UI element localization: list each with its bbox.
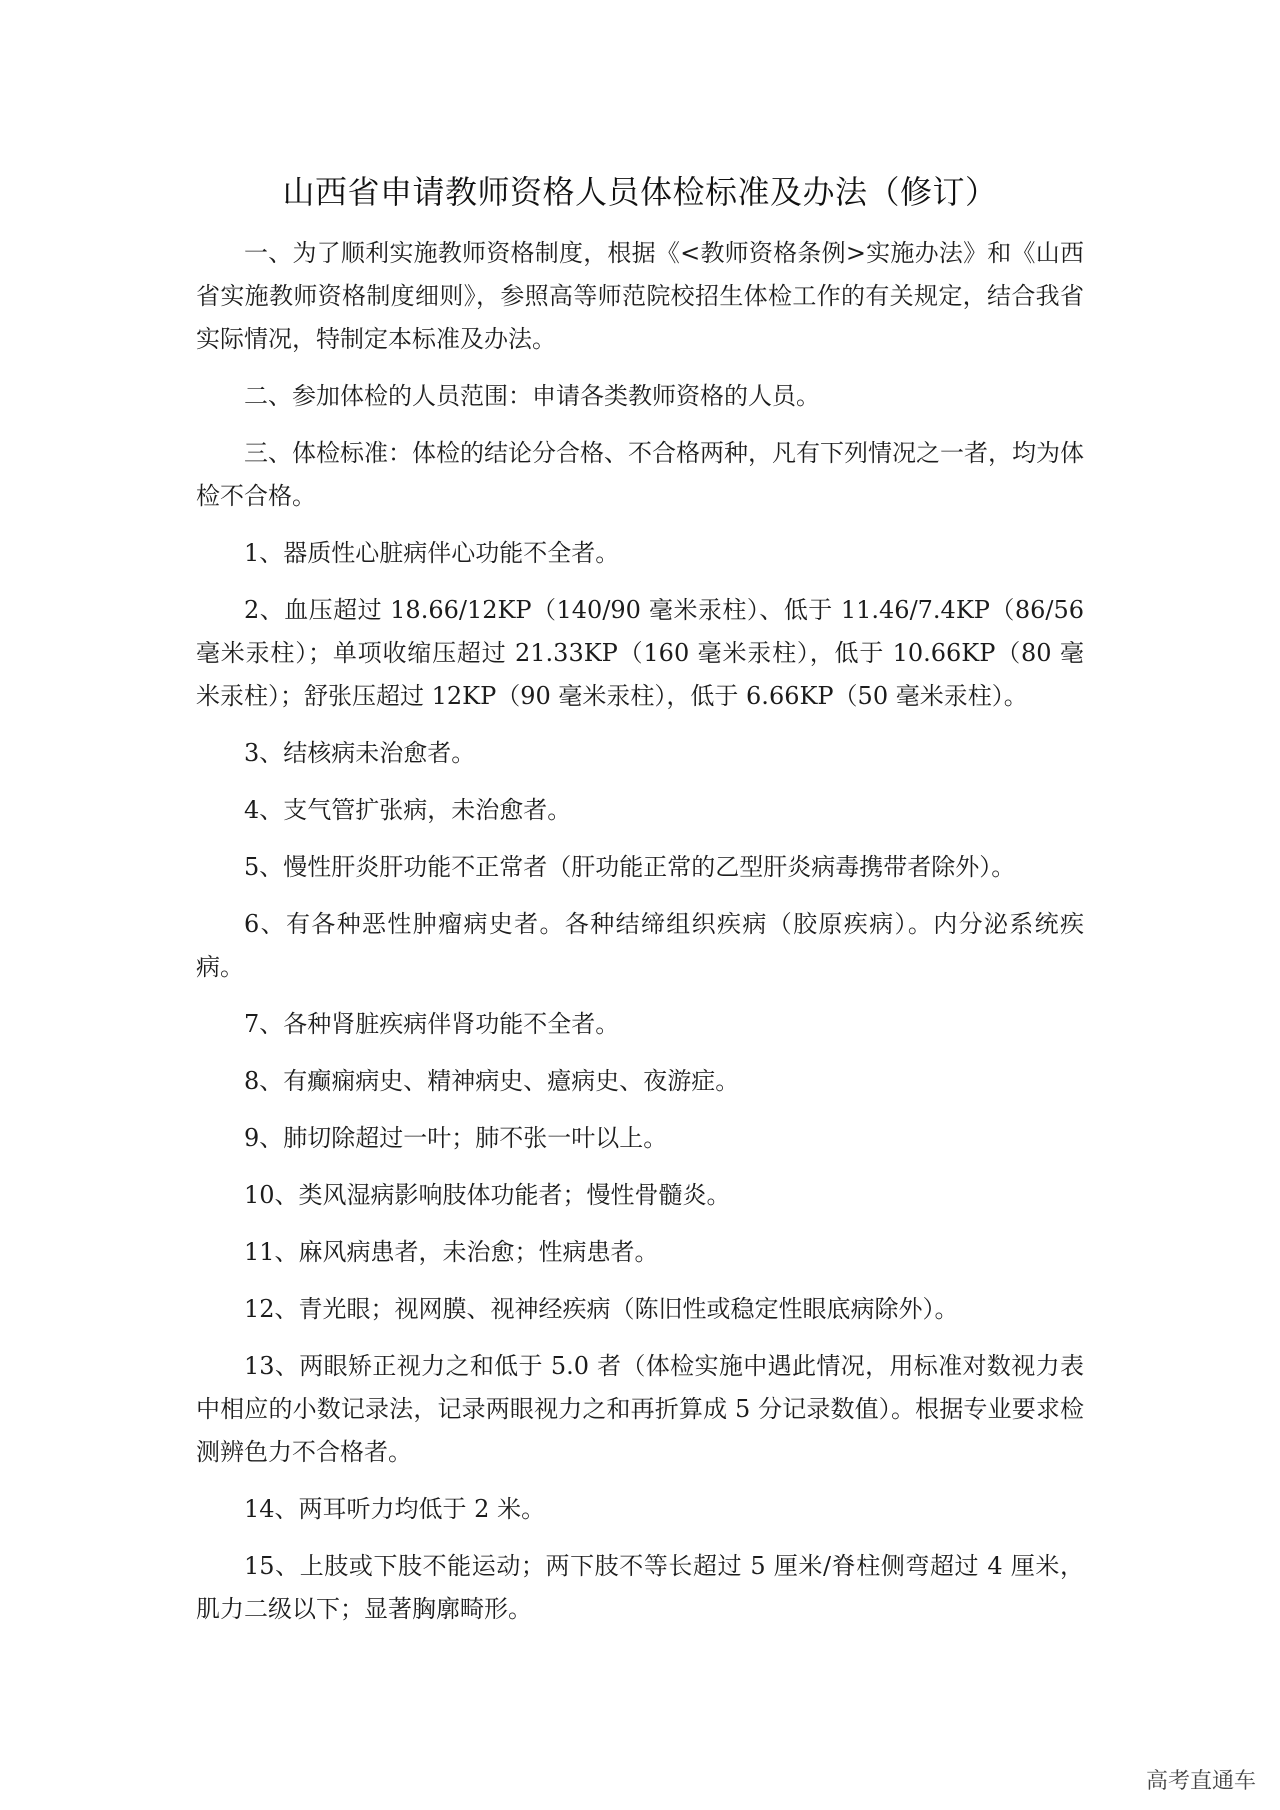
document-body (196, 232, 1084, 1645)
list-item-kidney: 7、各种肾脏疾病伴肾功能不全者。 (244, 1010, 620, 1038)
list-item-tumor: 6、有各种恶性肿瘤病史者。各种结缔组织疾病（胶原疾病）。内分泌系统疾病。 (196, 910, 1084, 981)
paragraph-purpose: 一、为了顺利实施教师资格制度，根据《<教师资格条例>实施办法》和《山西省实施教师资格制度细则》，参照高等师范院校招生体检工作的有关规定，结合我省实际情况，特制定本标准及办法。 (196, 239, 1084, 353)
list-item-leprosy: 11、麻风病患者，未治愈；性病患者。 (244, 1238, 659, 1266)
list-item-bronchiectasis: 4、支气管扩张病，未治愈者。 (244, 796, 572, 824)
list-item-blood-pressure: 2、血压超过 18.66/12KP（140/90 毫米汞柱）、低于 11.46/7.4KP（86/56 毫米汞柱）；单项收缩压超过 21.33KP（160 毫米汞柱），低于 10.66KP（80 毫米汞柱）；舒张压超过 12KP（90 毫米汞柱），低于 6.66KP（50 毫米汞柱）。 (196, 596, 1084, 710)
list-item-rheumatoid: 10、类风湿病影响肢体功能者；慢性骨髓炎。 (244, 1181, 731, 1209)
list-item-epilepsy: 8、有癫痫病史、精神病史、癔病史、夜游症。 (244, 1067, 740, 1095)
document-title: 山西省申请教师资格人员体检标准及办法（修订） (282, 173, 998, 211)
list-item-limbs: 15、上肢或下肢不能运动；两下肢不等长超过 5 厘米/脊柱侧弯超过 4 厘米，肌力二级以下；显著胸廓畸形。 (196, 1552, 1084, 1623)
list-item-hepatitis: 5、慢性肝炎肝功能不正常者（肝功能正常的乙型肝炎病毒携带者除外）。 (244, 853, 1016, 881)
watermark-text: 高考直通车 (1145, 1769, 1256, 1794)
list-item-hearing: 14、两耳听力均低于 2 米。 (244, 1495, 546, 1523)
list-item-glaucoma: 12、青光眼；视网膜、视神经疾病（陈旧性或稳定性眼底病除外）。 (244, 1295, 959, 1323)
list-item-tuberculosis: 3、结核病未治愈者。 (244, 739, 476, 767)
paragraph-scope: 二、参加体检的人员范围：申请各类教师资格的人员。 (244, 382, 820, 410)
list-item-heart: 1、器质性心脏病伴心功能不全者。 (244, 539, 620, 567)
paragraph-standard: 三、体检标准：体检的结论分合格、不合格两种，凡有下列情况之一者，均为体检不合格。 (196, 439, 1084, 510)
list-item-vision: 13、两眼矫正视力之和低于 5.0 者（体检实施中遇此情况，用标准对数视力表中相应的小数记录法，记录两眼视力之和再折算成 5 分记录数值）。根据专业要求检测辨色力不合格者。 (196, 1352, 1084, 1466)
list-item-lung: 9、肺切除超过一叶；肺不张一叶以上。 (244, 1124, 668, 1152)
